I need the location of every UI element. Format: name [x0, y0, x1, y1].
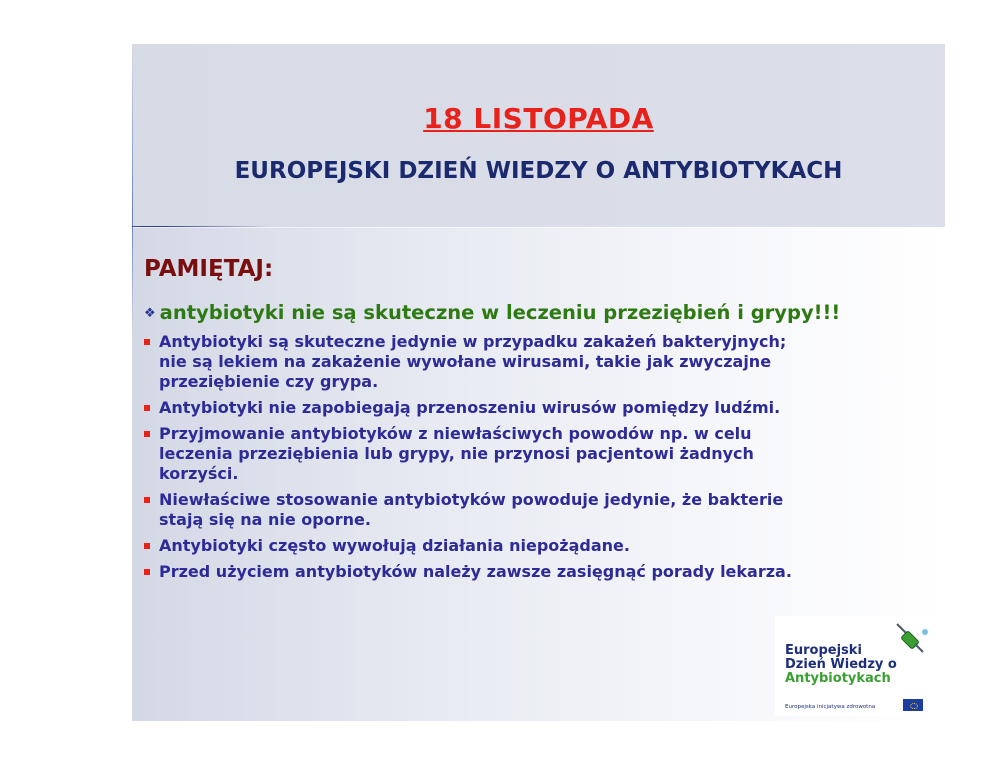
bullet-line: leczenia przeziębienia lub grypy, nie przynosi pacjentowi żadnych [159, 444, 754, 463]
slide-subtitle: EUROPEJSKI DZIEŃ WIEDZY O ANTYBIOTYKACH [234, 158, 843, 184]
list-item [142, 424, 932, 484]
square-bullet-icon [144, 431, 150, 437]
header-divider [132, 227, 945, 228]
eu-flag-icon [903, 699, 923, 711]
bullet-line: stają się na nie oporne. [159, 510, 371, 529]
square-bullet-icon [144, 569, 150, 575]
header-band [132, 44, 945, 227]
logo-line: Dzień Wiedzy o [785, 657, 897, 672]
bullet-line: korzyści. [159, 464, 239, 483]
logo-line: Antybiotykach [785, 671, 891, 686]
syringe-icon [893, 620, 933, 656]
diamond-bullet-icon: ❖ [144, 306, 156, 321]
campaign-logo [775, 616, 935, 716]
remember-heading: PAMIĘTAJ: [144, 256, 274, 282]
square-bullet-icon [144, 405, 150, 411]
bullet-line: Niewłaściwe stosowanie antybiotyków powoduje jedynie, że bakterie [159, 490, 784, 509]
list-item [142, 332, 932, 392]
logo-footer: Europejska inicjatywa zdrowotna [785, 704, 876, 710]
list-item [142, 562, 932, 582]
bullet-line: Antybiotyki nie zapobiegają przenoszeniu wirusów pomiędzy ludźmi. [159, 398, 781, 417]
bullet-line: Antybiotyki są skuteczne jedynie w przypadku zakażeń bakteryjnych; [159, 332, 787, 351]
bullet-line: nie są lekiem na zakażenie wywołane wirusami, takie jak zwyczajne [159, 352, 772, 371]
list-item [142, 490, 932, 530]
decorative-horizontal-line [132, 226, 272, 227]
slide-title: 18 LISTOPADA [423, 102, 654, 135]
list-item [142, 536, 932, 556]
bullet-line: przeziębienie czy grypa. [159, 372, 379, 391]
square-bullet-icon [144, 339, 150, 345]
logo-text [785, 644, 897, 686]
bullet-line: Antybiotyki często wywołują działania niepożądane. [159, 536, 630, 555]
bullet-line: Przyjmowanie antybiotyków z niewłaściwych powodów np. w celu [159, 424, 752, 443]
key-point [144, 301, 840, 324]
bullet-line: Przed użyciem antybiotyków należy zawsze zasięgnąć porady lekarza. [159, 562, 792, 581]
logo-line: Europejski [785, 643, 862, 658]
list-item [142, 398, 932, 418]
key-point-text: antybiotyki nie są skuteczne w leczeniu przeziębień i grypy!!! [159, 301, 841, 324]
square-bullet-icon [144, 497, 150, 503]
slide [132, 44, 945, 721]
decorative-vertical-line [132, 44, 133, 334]
bullet-list [142, 332, 932, 588]
square-bullet-icon [144, 543, 150, 549]
